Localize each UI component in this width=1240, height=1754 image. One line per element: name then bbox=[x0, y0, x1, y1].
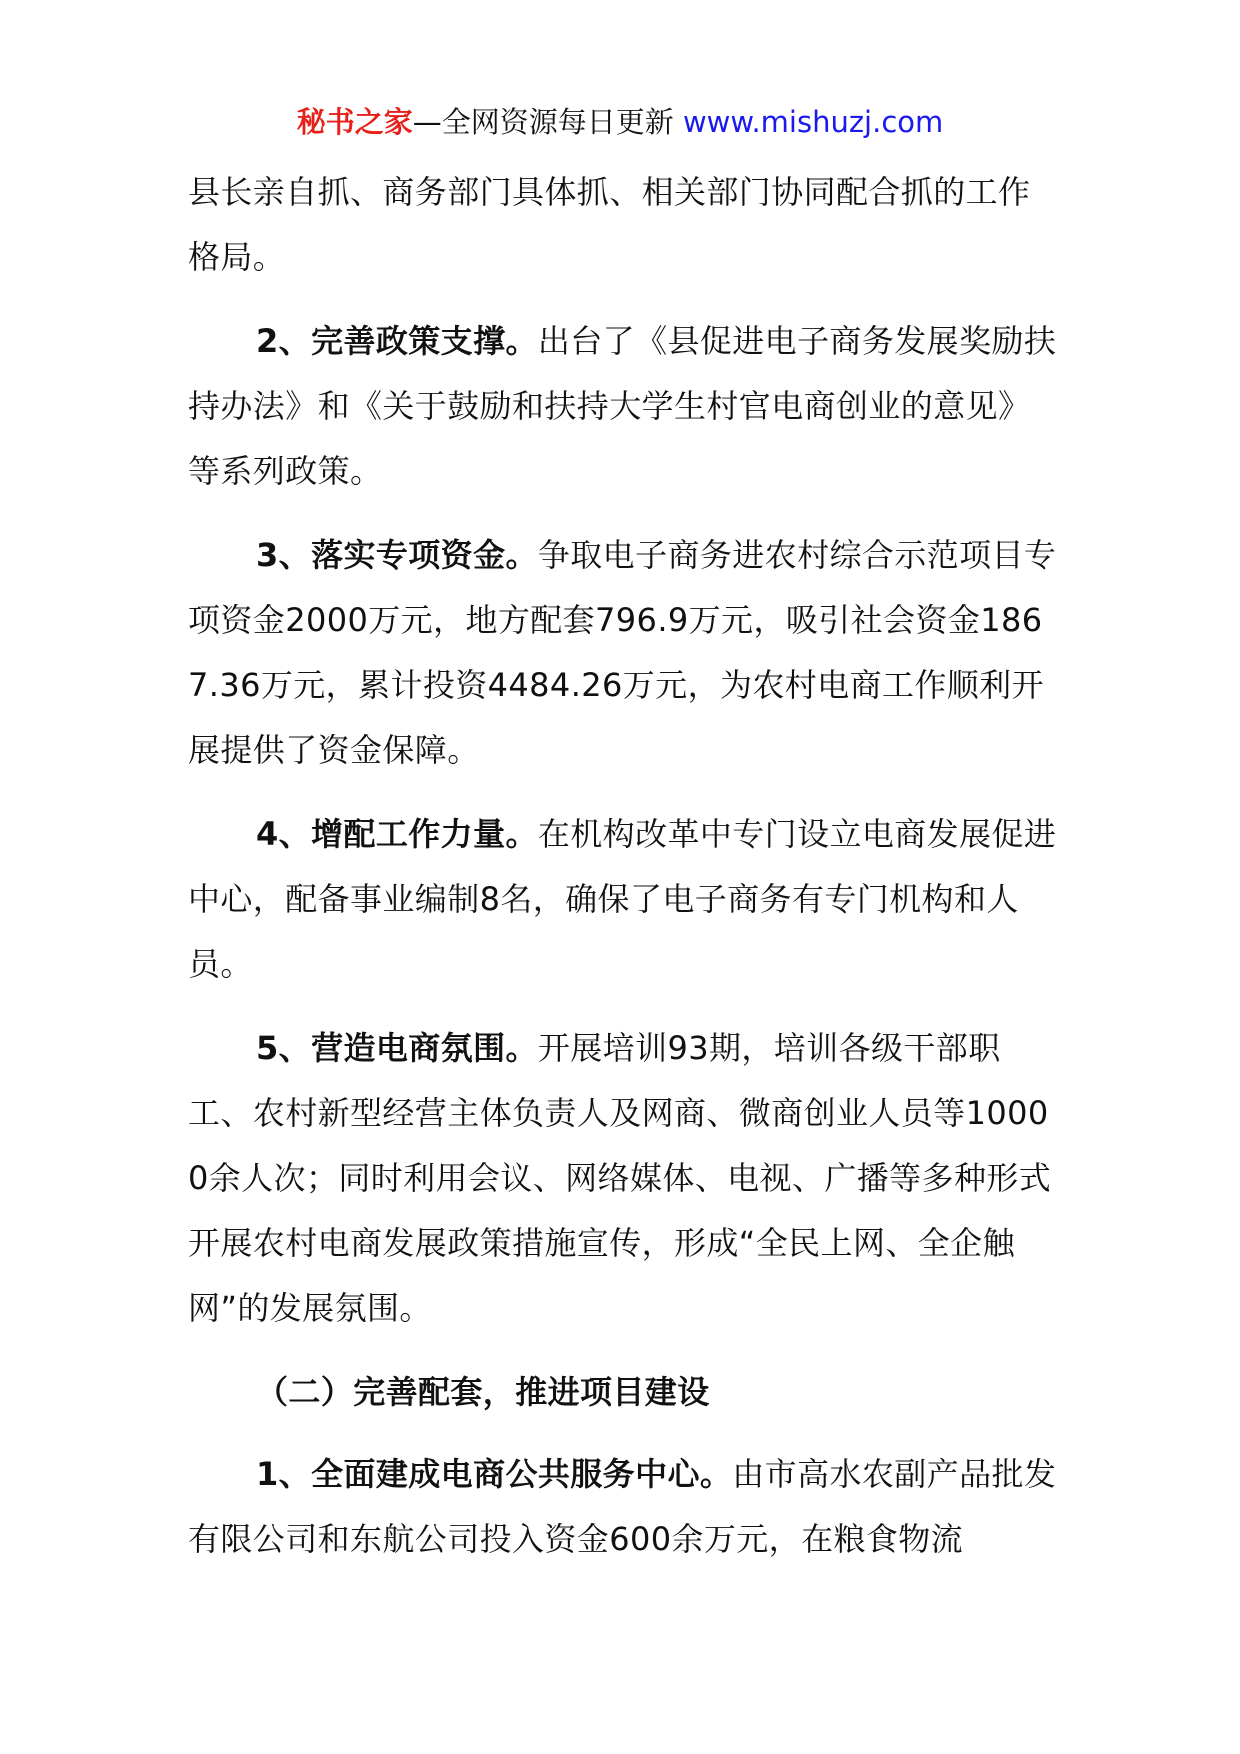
intro-continuation-paragraph: 县长亲自抓、商务部门具体抓、相关部门协同配合抓的工作格局。 bbox=[188, 173, 1031, 276]
item-text: 在机构改革中专门设立电商发展促进中心，配备事业编制8名，确保了电子商务有专门机构和人员。 bbox=[188, 815, 1057, 983]
item-text: 开展培训93期，培训各级干部职工、农村新型经营主体负责人及网商、微商创业人员等10000余人次；同时利用会议、网络媒体、电视、广播等多种形式开展农村电商发展政策措施宣传，形成“全民上网、全企触网”的发展氛围。 bbox=[188, 1029, 1052, 1327]
item-title: 1、全面建成电商公共服务中心。 bbox=[256, 1455, 733, 1493]
item-title: 3、落实专项资金。 bbox=[256, 536, 538, 574]
section-heading: （二）完善配套，推进项目建设 bbox=[256, 1373, 710, 1411]
item-text: 由市高水农副产品批发有限公司和东航公司投入资金600余万元，在粮食物流 bbox=[188, 1455, 1057, 1558]
item-paragraph-policy bbox=[188, 309, 1058, 504]
item-text: 出台了《县促进电子商务发展奖励扶持办法》和《关于鼓励和扶持大学生村官电商创业的意见》等系列政策。 bbox=[188, 322, 1057, 490]
item-paragraph-staff bbox=[188, 802, 1058, 997]
header-brand: 秘书之家 bbox=[296, 105, 413, 139]
item-paragraph-atmosphere bbox=[188, 1016, 1058, 1341]
page-header bbox=[0, 102, 1240, 142]
document-body bbox=[188, 160, 1058, 1591]
header-url-link[interactable]: www.mishuzj.com bbox=[682, 105, 944, 139]
item-text: 争取电子商务进农村综合示范项目专项资金2000万元，地方配套796.9万元，吸引社会资金1867.36万元，累计投资4484.26万元，为农村电商工作顺利开展提供了资金保障。 bbox=[188, 536, 1057, 769]
item-title: 4、增配工作力量。 bbox=[256, 815, 538, 853]
item-paragraph-service-center bbox=[188, 1442, 1058, 1572]
item-title: 2、完善政策支撑。 bbox=[256, 322, 538, 360]
header-tagline: —全网资源每日更新 bbox=[412, 105, 683, 139]
item-title: 5、营造电商氛围。 bbox=[256, 1029, 538, 1067]
item-paragraph-funds bbox=[188, 523, 1058, 783]
